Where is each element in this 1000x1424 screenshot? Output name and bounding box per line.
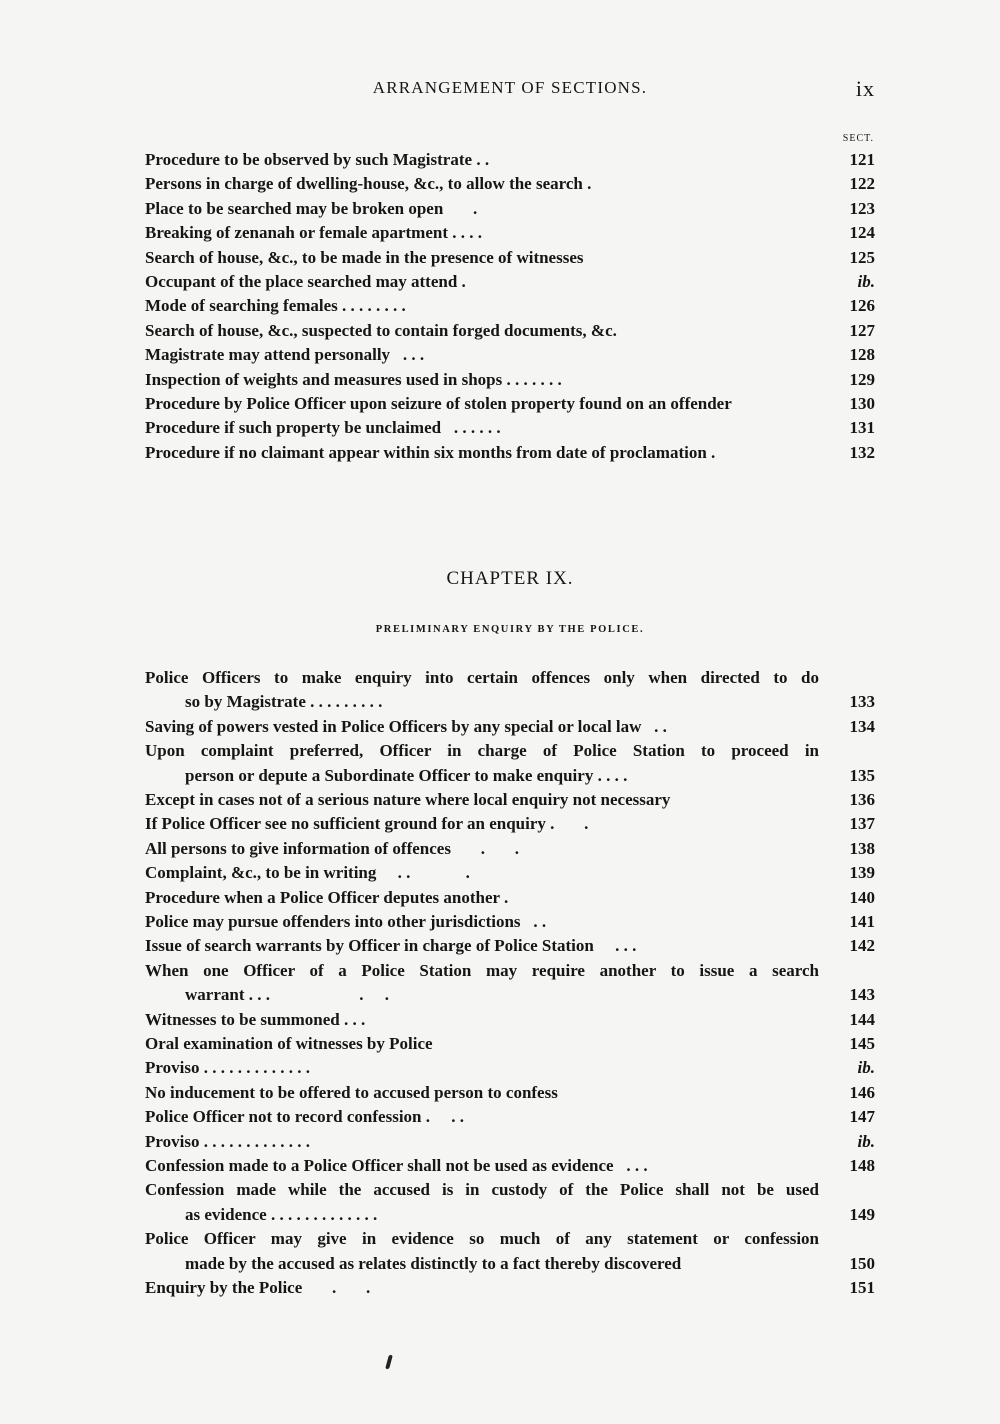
toc-entry-text	[145, 1178, 819, 1202]
toc-entry-continuation	[145, 1252, 819, 1276]
section-number: 133	[849, 692, 875, 712]
toc-entry-title: made by the accused as relates distinctly to a fact thereby discovered	[185, 1253, 682, 1273]
toc-entry-text	[145, 788, 819, 812]
toc-entry-title: Confession made while the accused is in custody of the Police shall not be used	[145, 1180, 819, 1200]
section-number: 135	[849, 765, 875, 785]
toc-entry-text	[145, 739, 819, 763]
dot-leader: . . .	[339, 1009, 366, 1029]
toc-entry-title: Search of house, &c., suspected to contain forged documents, &c.	[145, 320, 617, 340]
toc-entry-title: Procedure by Police Officer upon seizure of stolen property found on an offender	[145, 394, 732, 414]
toc-entry-title: No inducement to be offered to accused person to confess	[145, 1082, 558, 1102]
dot-leader: . . . .	[593, 765, 628, 785]
section-number: 137	[849, 814, 875, 834]
toc-entry-title: Magistrate may attend personally	[145, 345, 391, 365]
section-number: 143	[849, 985, 875, 1005]
toc-entry-text	[145, 861, 819, 885]
running-head	[145, 78, 875, 102]
dot-leader: . .	[302, 1278, 371, 1298]
toc-entry-title: Confession made to a Police Officer shall not be used as evidence	[145, 1156, 614, 1176]
section-number: 138	[849, 838, 875, 858]
toc-entry-title: Enquiry by the Police	[145, 1278, 303, 1298]
dot-leader: . . . . . . . . . . . . .	[199, 1131, 310, 1151]
toc-entry-text	[145, 959, 819, 983]
section-number: 141	[849, 912, 875, 932]
chapter-subtitle: PRELIMINARY ENQUIRY BY THE POLICE.	[375, 624, 645, 635]
dot-leader: . .	[472, 150, 490, 169]
toc-entry-text	[145, 221, 819, 245]
section-number: 144	[849, 1009, 875, 1029]
toc-entry-title: Police Officers to make enquiry into certain offences only when directed to do	[145, 668, 819, 687]
toc-list-chapter-viii	[145, 148, 875, 465]
toc-entry	[145, 886, 875, 910]
section-number: 131	[849, 418, 875, 438]
toc-entry	[145, 294, 875, 318]
dot-leader: . .	[520, 912, 547, 932]
dot-leader: . . .	[593, 936, 637, 956]
toc-entry-title: Procedure if such property be unclaimed	[145, 418, 442, 438]
section-number: 129	[849, 369, 875, 389]
toc-entry	[145, 837, 875, 861]
toc-entry	[145, 246, 875, 270]
toc-entry-title: Except in cases not of a serious nature where local enquiry not necessary	[145, 790, 671, 809]
toc-entry-title: Occupant of the place searched may attend	[145, 272, 458, 292]
toc-entry	[145, 441, 875, 465]
toc-entry	[145, 934, 875, 958]
toc-entry-text	[145, 172, 819, 196]
toc-entry	[145, 343, 875, 367]
dot-leader: . . . . . . . . . . . . .	[199, 1058, 310, 1078]
toc-entry	[145, 959, 875, 1008]
toc-entry-title: as evidence	[185, 1204, 267, 1224]
section-number: 122	[849, 174, 875, 194]
toc-entry-text	[145, 666, 819, 690]
dot-leader: . . . . .	[244, 985, 389, 1005]
toc-entry-continuation	[145, 690, 819, 714]
toc-entry	[145, 1227, 875, 1276]
dot-leader: .	[443, 198, 478, 218]
toc-entry-text	[145, 1008, 819, 1032]
toc-entry-title: warrant	[185, 985, 245, 1005]
toc-entry-title: All persons to give information of offences	[145, 838, 451, 858]
section-number: 146	[849, 1082, 875, 1102]
section-number: 142	[849, 936, 875, 956]
toc-entry-title: Oral examination of witnesses by Police	[145, 1034, 433, 1054]
section-number: 127	[849, 320, 875, 340]
toc-entry	[145, 197, 875, 221]
toc-entry-text	[145, 343, 819, 367]
toc-entry-continuation	[145, 764, 819, 788]
dot-leader: . . . . . . . .	[337, 296, 406, 316]
toc-entry	[145, 221, 875, 245]
dot-leader: . . .	[421, 1107, 464, 1127]
toc-entry-text	[145, 416, 819, 440]
toc-entry	[145, 392, 875, 416]
section-number: 151	[849, 1278, 875, 1298]
dot-leader: .	[706, 442, 716, 462]
section-number: 121	[849, 150, 875, 169]
printing-mark	[385, 1355, 393, 1369]
toc-entry-title: person or depute a Subordinate Officer to make enquiry	[185, 765, 594, 785]
toc-entry-title: Police Officer may give in evidence so much of any statement or confession	[145, 1229, 819, 1249]
toc-entry-text	[145, 1081, 819, 1105]
toc-entry-title: Search of house, &c., to be made in the presence of witnesses	[145, 247, 584, 267]
toc-entry	[145, 739, 875, 788]
dot-leader: . . . . . . .	[502, 369, 562, 389]
dot-leader: . . . .	[447, 223, 482, 243]
toc-entry	[145, 1056, 875, 1080]
toc-entry-text	[145, 837, 819, 861]
toc-entry	[145, 1032, 875, 1056]
toc-entry-title: Issue of search warrants by Officer in charge of Police Station	[145, 936, 594, 956]
toc-entry	[145, 319, 875, 343]
toc-entry-title: Inspection of weights and measures used in shops	[145, 369, 503, 389]
section-number: 148	[849, 1156, 875, 1176]
page-number: ix	[855, 76, 875, 101]
toc-entry	[145, 416, 875, 440]
section-number: 140	[849, 887, 875, 907]
section-number: 149	[849, 1204, 875, 1224]
toc-entry-text	[145, 392, 819, 416]
section-number: 123	[849, 198, 875, 218]
section-number: 125	[849, 247, 875, 267]
section-number: 136	[849, 790, 875, 809]
toc-entry	[145, 1008, 875, 1032]
toc-entry-text	[145, 715, 819, 739]
section-number: ib.	[857, 1058, 875, 1078]
toc-entry-text	[145, 910, 819, 934]
toc-entry-text	[145, 319, 819, 343]
toc-entry-continuation	[145, 983, 819, 1007]
toc-entry-title: Upon complaint preferred, Officer in charge of Police Station to proceed in	[145, 741, 819, 761]
dot-leader: . . .	[613, 1156, 648, 1176]
dot-leader: . . . . . .	[441, 418, 501, 438]
dot-leader: .	[499, 887, 509, 907]
toc-entry-title: Procedure to be observed by such Magistrate	[145, 150, 473, 169]
toc-entry-title: Complaint, &c., to be in writing	[145, 863, 377, 883]
toc-entry-title: Procedure when a Police Officer deputes another	[145, 887, 500, 907]
toc-entry	[145, 270, 875, 294]
toc-entry	[145, 812, 875, 836]
toc-entry-continuation	[145, 1203, 819, 1227]
toc-entry-text	[145, 197, 819, 221]
toc-entry-text	[145, 1105, 819, 1129]
toc-entry-text	[145, 1056, 819, 1080]
toc-entry-text	[145, 886, 819, 910]
toc-entry-text	[145, 270, 819, 294]
toc-entry	[145, 172, 875, 196]
section-number: ib.	[857, 272, 875, 292]
toc-entry-text	[145, 148, 819, 172]
toc-entry-title: Proviso	[145, 1058, 200, 1078]
section-number: 130	[849, 394, 875, 414]
toc-entry	[145, 1178, 875, 1227]
toc-entry	[145, 148, 875, 172]
section-number: 128	[849, 345, 875, 365]
section-number: 124	[849, 223, 875, 243]
toc-entry-text	[145, 246, 819, 270]
dot-leader: . . . . . . . . . . . . .	[266, 1204, 378, 1224]
toc-entry-text	[145, 441, 819, 465]
toc-entry	[145, 1154, 875, 1178]
toc-entry	[145, 1081, 875, 1105]
toc-entry	[145, 1276, 875, 1300]
section-number: 147	[849, 1107, 875, 1127]
toc-entry-text	[145, 1154, 819, 1178]
toc-entry-text	[145, 294, 819, 318]
section-number: 139	[849, 863, 875, 883]
toc-entry-title: When one Officer of a Police Station may require another to issue a search	[145, 960, 819, 980]
toc-entry-title: Police may pursue offenders into other jurisdictions	[145, 912, 521, 932]
dot-leader: . . .	[390, 345, 425, 365]
toc-entry	[145, 368, 875, 392]
running-title: ARRANGEMENT OF SECTIONS.	[372, 78, 648, 97]
section-number: 132	[849, 442, 875, 462]
toc-entry-title: Procedure if no claimant appear within six months from date of proclamation	[145, 442, 707, 462]
toc-entry-title: Saving of powers vested in Police Officers by any special or local law	[145, 716, 642, 736]
toc-entry-text	[145, 1032, 819, 1056]
toc-entry-title: Breaking of zenanah or female apartment	[145, 223, 448, 243]
toc-entry	[145, 1105, 875, 1129]
toc-entry-title: Police Officer not to record confession	[145, 1107, 422, 1127]
toc-entry	[145, 1130, 875, 1154]
toc-entry	[145, 861, 875, 885]
section-number: 126	[849, 296, 875, 316]
toc-entry-text	[145, 1276, 819, 1300]
toc-entry-title: Witnesses to be summoned	[145, 1009, 340, 1029]
dot-leader: . . .	[376, 863, 470, 883]
toc-entry-title: so by Magistrate	[185, 692, 306, 712]
toc-entry	[145, 666, 875, 715]
dot-leader: .	[457, 272, 466, 292]
toc-entry-title: Proviso	[145, 1131, 200, 1151]
toc-entry	[145, 788, 875, 812]
dot-leader: . .	[641, 716, 667, 736]
toc-entry-title: Place to be searched may be broken open	[145, 198, 444, 218]
toc-entry	[145, 910, 875, 934]
section-number: 150	[849, 1253, 875, 1273]
toc-entry-text	[145, 812, 819, 836]
toc-entry-text	[145, 934, 819, 958]
section-number: 145	[849, 1034, 875, 1054]
toc-entry-text	[145, 1227, 819, 1251]
toc-entry-text	[145, 368, 819, 392]
toc-entry-title: Persons in charge of dwelling-house, &c., to allow the search	[145, 174, 583, 194]
dot-leader: .	[582, 174, 592, 194]
chapter-title: CHAPTER IX.	[446, 568, 574, 589]
toc-entry-title: Mode of searching females	[145, 296, 338, 316]
section-column-label: SECT.	[842, 133, 874, 144]
section-number: ib.	[857, 1131, 875, 1151]
dot-leader: . .	[545, 814, 589, 834]
toc-entry-title: If Police Officer see no sufficient ground for an enquiry	[145, 814, 546, 834]
toc-list-chapter-ix	[145, 666, 875, 1300]
toc-entry-text	[145, 1130, 819, 1154]
dot-leader: . .	[450, 838, 519, 858]
dot-leader: . . . . . . . . .	[305, 692, 383, 712]
toc-entry	[145, 715, 875, 739]
section-number: 134	[849, 716, 875, 736]
